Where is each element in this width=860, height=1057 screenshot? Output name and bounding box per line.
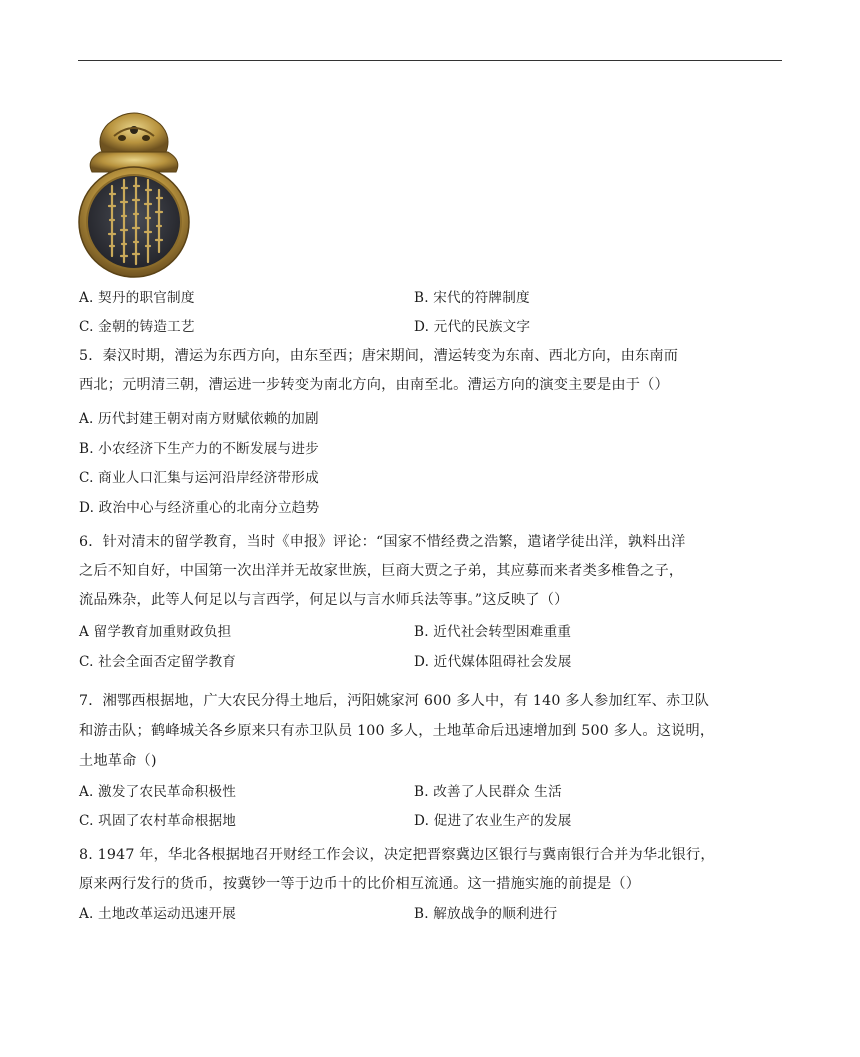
q6-option-d: D. 近代媒体阻碍社会发展	[414, 654, 572, 670]
q6-option-c: C. 社会全面否定留学教育	[79, 654, 237, 670]
q7-option-d: D. 促进了农业生产的发展	[414, 813, 572, 829]
q8-option-b: B. 解放战争的顺利进行	[414, 906, 558, 922]
q8-option-a: A. 土地改革运动迅速开展	[79, 906, 236, 922]
q7-option-b: B. 改善了人民群众 生活	[414, 784, 562, 800]
q5-stem-line1: 5．秦汉时期，漕运为东西方向，由东至西；唐宋期间，漕运转变为东南、西北方向，由东南而	[79, 348, 679, 364]
q7-option-a: A. 激发了农民革命积极性	[79, 784, 236, 800]
bronze-paiza-image	[78, 106, 190, 282]
q4-option-d: D. 元代的民族文字	[414, 319, 531, 335]
q4-option-b: B. 宋代的符牌制度	[414, 290, 530, 306]
q8-stem-line1: 8. 1947 年，华北各根据地召开财经工作会议，决定把晋察冀边区银行与冀南银行合并为华北银行，	[79, 847, 715, 863]
q4-option-c: C. 金朝的铸造工艺	[79, 319, 195, 335]
q4-option-a: A. 契丹的职官制度	[79, 290, 195, 306]
q6-stem-line2: 之后不知自好，中国第一次出洋并无故家世族，巨商大贾之子弟，其应募而来者类多椎鲁之子，	[79, 563, 684, 579]
q6-stem-line1: 6．针对清末的留学教育，当时《申报》评论：“国家不惜经费之浩繁，遣诸学徒出洋，孰料出洋	[79, 534, 686, 550]
q6-option-a: A 留学教育加重财政负担	[79, 624, 232, 640]
q6-stem-line3: 流品殊杂，此等人何足以与言西学，何足以与言水师兵法等事。”这反映了（）	[79, 592, 569, 608]
header-rule	[78, 60, 782, 61]
q7-stem-line1: 7．湘鄂西根据地，广大农民分得土地后，沔阳姚家河 600 多人中，有 140 多人参加红军、赤卫队	[79, 693, 710, 709]
q5-option-c: C. 商业人口汇集与运河沿岸经济带形成	[79, 470, 319, 486]
q7-stem-line2: 和游击队；鹤峰城关各乡原来只有赤卫队员 100 多人，土地革命后迅速增加到 500 多人。这说明，	[79, 723, 715, 739]
q5-option-a: A. 历代封建王朝对南方财赋依赖的加剧	[79, 411, 319, 427]
q6-option-b: B. 近代社会转型困难重重	[414, 624, 572, 640]
q7-stem-line3: 土地革命（)	[79, 753, 157, 769]
q5-stem-line2: 西北；元明清三朝，漕运进一步转变为南北方向，由南至北。漕运方向的演变主要是由于（）	[79, 377, 669, 393]
q5-option-b: B. 小农经济下生产力的不断发展与进步	[79, 441, 319, 457]
q5-option-d: D. 政治中心与经济重心的北南分立趋势	[79, 500, 320, 516]
q8-stem-line2: 原来两行发行的货币，按冀钞一等于边币十的比价相互流通。这一措施实施的前提是（）	[79, 876, 641, 892]
q7-option-c: C. 巩固了农村革命根据地	[79, 813, 237, 829]
